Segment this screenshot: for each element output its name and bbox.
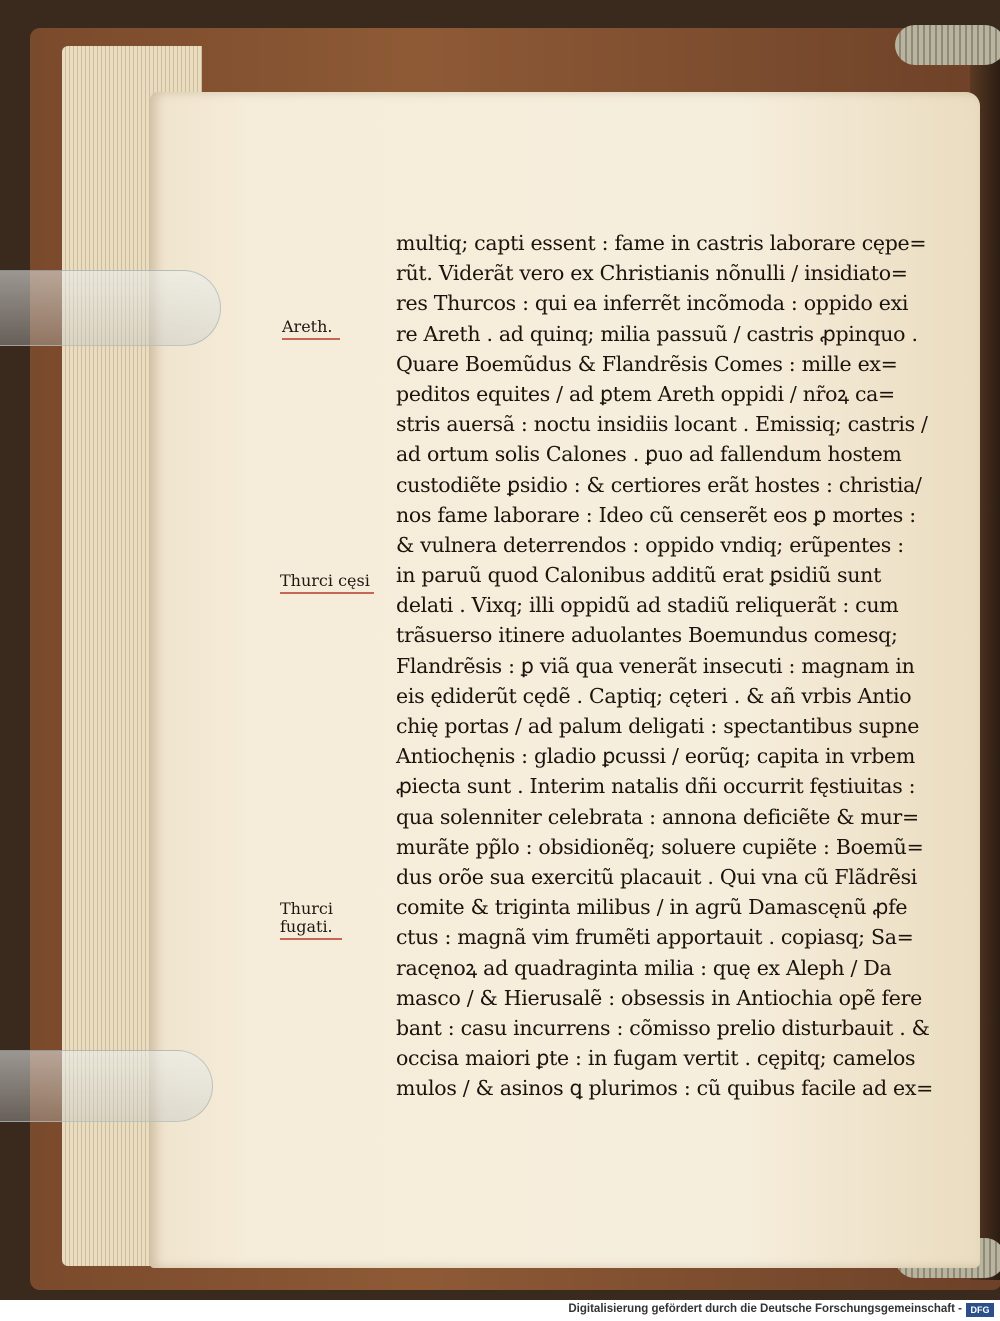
- text-line: peditos equites / ad ꝑtem Areth oppidi / nr̃oꝝ ca=: [396, 381, 895, 406]
- text-line: re Areth . ad quinq; milia passuũ / castris ꝓpinquo .: [396, 321, 918, 346]
- text-line: murãte pp̃lo : obsidionẽq; soluere cupiẽte : Boemũ=: [396, 834, 924, 859]
- text-line: eis ędiderũt cędẽ . Captiq; cęteri . & añ vrbis Antio: [396, 683, 912, 708]
- red-underline: [280, 938, 342, 940]
- text-line: ꝓiecta sunt . Interim natalis dñi occurrit fęstiuitas :: [396, 774, 916, 799]
- marginal-note-areth: [282, 318, 340, 340]
- red-underline: [280, 592, 374, 594]
- text-line: mulos / & asinos ꝗ plurimos : cũ quibus facile ad ex=: [396, 1076, 933, 1101]
- text-line: in paruũ quod Calonibus additũ erat ꝑsidiũ sunt: [396, 563, 882, 588]
- text-line: masco / & Hierusalẽ : obsessis in Antiochia opẽ fere: [396, 985, 922, 1010]
- text-line: custodiẽte ꝑsidio : & certiores erãt hostes : christia/: [396, 472, 922, 497]
- marginal-note-text: fugati.: [280, 917, 333, 936]
- text-line: & vulnera deterrendos : oppido vndiq; erũpentes :: [396, 532, 904, 557]
- funding-credit: Digitalisierung gefördert durch die Deutsche Forschungsgemeinschaft -: [568, 1303, 962, 1315]
- text-line: rũt. Viderãt vero ex Christianis nõnulli / insidiato=: [396, 261, 908, 286]
- page-holder-clip: [0, 1050, 213, 1122]
- text-line: racęnoꝝ ad quadraginta milia : quę ex Aleph / Da: [396, 955, 892, 980]
- text-line: delati . Vixq; illi oppidũ ad stadiũ reliquerãt : cum: [396, 593, 899, 618]
- text-line: trãsuerso itinere aduolantes Boemundus comesq;: [396, 623, 898, 648]
- text-line: res Thurcos : qui ea inferrẽt incõmoda : oppido exi: [396, 291, 909, 316]
- text-line: bant : casu incurrens : cõmisso prelio disturbauit . &: [396, 1015, 930, 1040]
- text-line: qua solenniter celebrata : annona deficiẽte & mur=: [396, 804, 919, 829]
- page-holder-clip: [0, 270, 221, 346]
- marginal-note-thurci-fugati: [280, 900, 342, 940]
- text-line: ad ortum solis Calones . ꝑuo ad fallendum hostem: [396, 442, 902, 467]
- marginal-note-text: Areth.: [282, 317, 333, 336]
- text-line: Quare Boemũdus & Flandrẽsis Comes : mille ex=: [396, 351, 898, 376]
- text-line: Flandrẽsis : ꝑ viã qua venerãt insecuti : magnam in: [396, 653, 915, 678]
- text-line: Antiochęnis : gladio ꝑcussi / eorũq; capita in vrbem: [396, 744, 915, 769]
- text-line: occisa maiori ꝑte : in fugam vertit . cępitq; camelos: [396, 1046, 916, 1071]
- red-underline: [282, 338, 340, 340]
- marginal-note-text: Thurci cęsi: [280, 571, 370, 590]
- clasp-top: [895, 25, 1000, 65]
- text-line: multiq; capti essent : fame in castris laborare cępe=: [396, 231, 927, 255]
- text-line: comite & triginta milibus / in agrũ Damascęnũ ꝓfe: [396, 895, 908, 920]
- text-line: nos fame laborare : Ideo cũ censerẽt eos ꝑ mortes :: [396, 502, 916, 527]
- text-line: stris auersã : noctu insidiis locant . Emissiq; castris /: [396, 412, 928, 437]
- marginal-note-text: Thurci: [280, 899, 334, 918]
- marginal-note-thurci-cesi: [280, 572, 374, 594]
- main-text-block: [396, 228, 936, 1103]
- text-line: dus orõe sua exercitũ placauit . Qui vna cũ Flãdrẽsi: [396, 864, 918, 889]
- text-line: ctus : magnã vim frumẽti apportauit . copiasq; Sa=: [396, 925, 914, 950]
- text-line: chię portas / ad palum deligati : spectantibus supne: [396, 714, 920, 738]
- dfg-logo: DFG: [966, 1303, 994, 1317]
- footer-bar: [0, 1300, 1000, 1321]
